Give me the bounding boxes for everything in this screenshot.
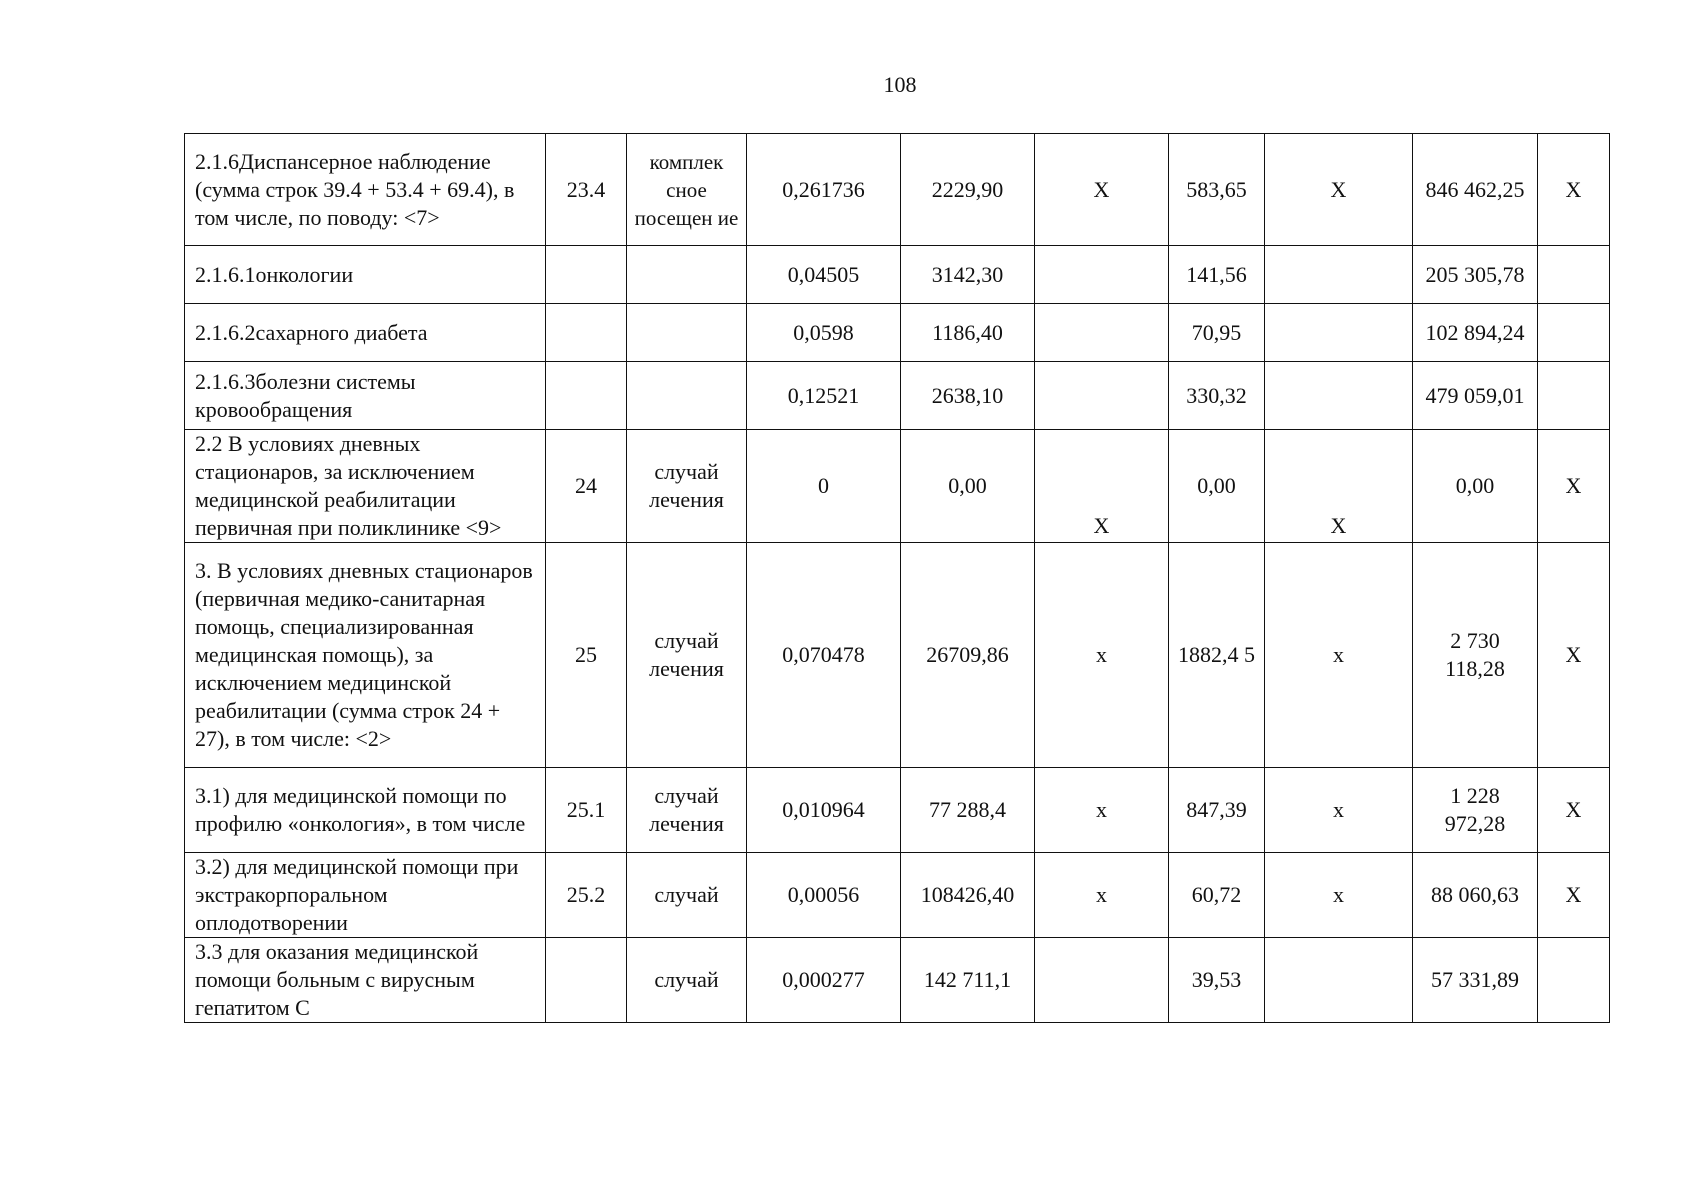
table-row (185, 430, 1610, 543)
row-col9: 88 060,63 (1413, 853, 1538, 938)
row-col9: 1 228 972,28 (1413, 768, 1538, 853)
row-col6 (1035, 304, 1169, 362)
row-unit (627, 304, 747, 362)
row-col8 (1265, 246, 1413, 304)
row-col7: 39,53 (1169, 938, 1265, 1023)
row-col9: 102 894,24 (1413, 304, 1538, 362)
row-line-number (546, 304, 627, 362)
table-row (185, 853, 1610, 938)
row-name: 2.1.6.2сахарного диабета (185, 304, 546, 362)
row-name: 2.1.6.3болезни системы кровообращения (185, 362, 546, 430)
row-cost: 142 711,1 (901, 938, 1035, 1023)
row-col6: х (1035, 768, 1169, 853)
row-col9: 57 331,89 (1413, 938, 1538, 1023)
row-unit: комплек сное посещен ие (627, 134, 747, 246)
row-col8 (1265, 362, 1413, 430)
table-row (185, 938, 1610, 1023)
row-cost: 0,00 (901, 430, 1035, 543)
row-cost: 1186,40 (901, 304, 1035, 362)
row-unit (627, 362, 747, 430)
row-col10: Х (1538, 543, 1610, 768)
row-col8: Х (1265, 134, 1413, 246)
row-norm: 0,070478 (747, 543, 901, 768)
row-col6: Х (1035, 134, 1169, 246)
row-col10 (1538, 246, 1610, 304)
table-row (185, 768, 1610, 853)
row-name: 3.3 для оказания медицинской помощи больным с вирусным гепатитом С (185, 938, 546, 1023)
row-col8: х (1265, 543, 1413, 768)
row-line-number (546, 246, 627, 304)
row-unit: случай лечения (627, 768, 747, 853)
row-col7: 60,72 (1169, 853, 1265, 938)
table-row (185, 134, 1610, 246)
table-row (185, 543, 1610, 768)
row-unit: случай лечения (627, 543, 747, 768)
row-col6 (1035, 246, 1169, 304)
row-name: 2.1.6.1онкологии (185, 246, 546, 304)
row-col6 (1035, 938, 1169, 1023)
row-cost: 108426,40 (901, 853, 1035, 938)
row-col9: 479 059,01 (1413, 362, 1538, 430)
row-col8: х (1265, 853, 1413, 938)
row-cost: 2638,10 (901, 362, 1035, 430)
row-cost: 2229,90 (901, 134, 1035, 246)
row-norm: 0,00056 (747, 853, 901, 938)
row-col10: Х (1538, 853, 1610, 938)
row-name: 2.1.6Диспансерное наблюдение (сумма строк 39.4 + 53.4 + 69.4), в том числе, по поводу: <7> (185, 134, 546, 246)
row-cost: 3142,30 (901, 246, 1035, 304)
row-unit: случай (627, 853, 747, 938)
row-col7: 1882,4 5 (1169, 543, 1265, 768)
row-col9: 205 305,78 (1413, 246, 1538, 304)
row-col10: Х (1538, 430, 1610, 543)
row-norm: 0,000277 (747, 938, 901, 1023)
row-norm: 0,261736 (747, 134, 901, 246)
row-norm: 0 (747, 430, 901, 543)
row-col6: х (1035, 543, 1169, 768)
row-unit (627, 246, 747, 304)
row-line-number: 25.2 (546, 853, 627, 938)
row-col7: 847,39 (1169, 768, 1265, 853)
row-col7: 583,65 (1169, 134, 1265, 246)
table-row (185, 246, 1610, 304)
row-col7: 141,56 (1169, 246, 1265, 304)
row-col7: 0,00 (1169, 430, 1265, 543)
row-col10 (1538, 938, 1610, 1023)
row-col6 (1035, 362, 1169, 430)
row-line-number: 23.4 (546, 134, 627, 246)
row-col7: 330,32 (1169, 362, 1265, 430)
row-norm: 0,0598 (747, 304, 901, 362)
row-col9: 0,00 (1413, 430, 1538, 543)
row-col6: Х (1035, 430, 1169, 543)
table-row (185, 304, 1610, 362)
row-norm: 0,12521 (747, 362, 901, 430)
row-line-number (546, 362, 627, 430)
row-cost: 77 288,4 (901, 768, 1035, 853)
row-cost: 26709,86 (901, 543, 1035, 768)
row-norm: 0,04505 (747, 246, 901, 304)
row-line-number: 25 (546, 543, 627, 768)
table-row (185, 362, 1610, 430)
row-line-number: 24 (546, 430, 627, 543)
row-unit: случай (627, 938, 747, 1023)
data-table (184, 133, 1610, 1023)
row-name: 3.1) для медицинской помощи по профилю «онкология», в том числе (185, 768, 546, 853)
row-col9: 846 462,25 (1413, 134, 1538, 246)
row-col9: 2 730 118,28 (1413, 543, 1538, 768)
row-col10: Х (1538, 134, 1610, 246)
row-col8 (1265, 938, 1413, 1023)
row-name: 3.2) для медицинской помощи при экстракорпоральном оплодотворении (185, 853, 546, 938)
row-line-number: 25.1 (546, 768, 627, 853)
row-col6: х (1035, 853, 1169, 938)
row-col8: Х (1265, 430, 1413, 543)
row-col10 (1538, 362, 1610, 430)
page-number: 108 (883, 72, 917, 97)
row-unit: случай лечения (627, 430, 747, 543)
row-col10 (1538, 304, 1610, 362)
row-line-number (546, 938, 627, 1023)
row-name: 2.2 В условиях дневных стационаров, за исключением медицинской реабилитации первичная при поликлинике <9> (185, 430, 546, 543)
row-col7: 70,95 (1169, 304, 1265, 362)
row-col10: Х (1538, 768, 1610, 853)
row-col8 (1265, 304, 1413, 362)
row-norm: 0,010964 (747, 768, 901, 853)
row-name: 3. В условиях дневных стационаров (первичная медико-санитарная помощь, специализированная медицинская помощь), за исключением медицинской реабилитации (сумма строк 24 + 27), в том числе: <2> (185, 543, 546, 768)
row-col8: х (1265, 768, 1413, 853)
